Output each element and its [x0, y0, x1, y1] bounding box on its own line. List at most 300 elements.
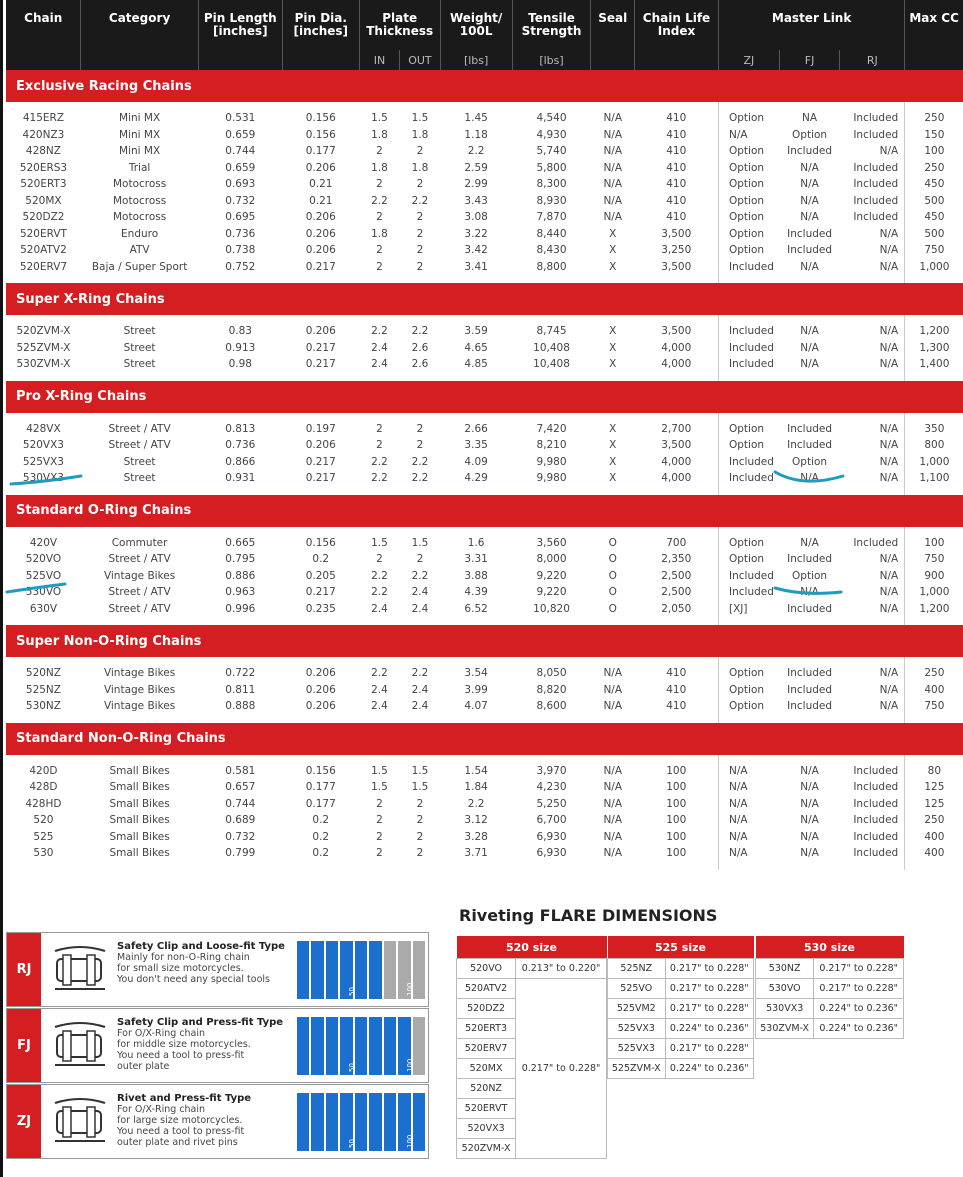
cell: 1.8 — [411, 128, 429, 141]
cell: Included — [853, 178, 899, 190]
cell: Vintage Bikes — [103, 569, 176, 582]
cell: 3,500 — [661, 325, 692, 337]
cell: O — [608, 569, 617, 582]
scale-label: 50 — [347, 1139, 356, 1148]
cell: 410 — [666, 667, 687, 679]
cell: 0.736 — [225, 227, 256, 240]
cell: N/A — [879, 145, 899, 157]
cell: Included — [853, 830, 899, 843]
cell: 525VO — [25, 569, 62, 582]
cell: Included — [719, 470, 780, 487]
col-rj: RJ — [840, 50, 905, 70]
cell: 1.8 — [371, 227, 388, 240]
cell: N/A — [800, 764, 819, 777]
cell: 3.43 — [464, 194, 488, 207]
cell: N/A — [879, 602, 899, 615]
flare-chain: 520NZ — [457, 1079, 516, 1099]
cell: 125 — [905, 796, 963, 813]
cell: 3.31 — [464, 553, 488, 565]
table-row — [6, 127, 963, 144]
table-row — [6, 176, 963, 193]
cell: N/A — [879, 439, 899, 451]
cell: N/A — [800, 781, 819, 793]
cell: 2 — [416, 227, 424, 240]
flare-value: 0.217" to 0.228" — [665, 999, 753, 1019]
table-row — [6, 209, 963, 226]
cell: Option — [719, 551, 780, 568]
cell: NA — [802, 112, 818, 124]
cell: 520 — [33, 814, 54, 826]
col-category: Category — [81, 0, 198, 70]
cell: 2 — [416, 553, 424, 565]
master-link-icon — [51, 1097, 109, 1147]
cell: 2.2 — [411, 455, 429, 468]
cell: 0.581 — [225, 764, 256, 777]
cell: 0.205 — [305, 569, 336, 582]
cell: 750 — [905, 698, 963, 715]
table-row — [6, 259, 963, 276]
cell: N/A — [603, 194, 623, 207]
cell: Option — [792, 128, 828, 141]
legend-title: Safety Clip and Loose-fit Type — [117, 941, 285, 952]
cell: 410 — [666, 145, 687, 157]
cell: 100 — [666, 797, 687, 810]
cell: 100 — [666, 781, 687, 793]
scale-bars — [290, 1017, 425, 1075]
cell: 8,430 — [536, 244, 567, 256]
cell: Option — [719, 242, 780, 259]
cell: 0.217 — [305, 358, 336, 370]
cell: 1.5 — [411, 112, 429, 124]
flare-520-table — [456, 936, 607, 1159]
cell: 100 — [905, 143, 963, 160]
cell: N/A — [603, 847, 623, 859]
cell: 7,420 — [536, 422, 567, 435]
cell: Included — [787, 553, 833, 565]
cell: 8,440 — [536, 227, 567, 240]
cell: N/A — [800, 341, 819, 354]
cell: Street — [123, 472, 156, 484]
cell: 520ERS3 — [19, 161, 68, 174]
cell: 1.8 — [371, 128, 388, 141]
cell: 3.71 — [464, 847, 488, 859]
cell: X — [609, 325, 617, 337]
flare-chain: 520ERVT — [457, 1099, 516, 1119]
cell: 2 — [376, 439, 383, 451]
cell: 8,600 — [536, 700, 567, 712]
cell: 530VX3 — [22, 472, 64, 484]
cell: 10,408 — [533, 358, 570, 370]
cell: Included — [853, 161, 899, 174]
cell: Included — [853, 536, 899, 549]
cell: N/A — [603, 667, 623, 679]
section-title: Super X-Ring Chains — [6, 283, 963, 315]
flare-value: 0.224" to 0.236" — [814, 1019, 904, 1039]
cell: N/A — [603, 764, 623, 777]
cell: Mini MX — [119, 112, 161, 124]
cell: 750 — [905, 242, 963, 259]
cell: N/A — [719, 829, 780, 846]
scale-bar — [290, 941, 309, 999]
cell: X — [609, 472, 617, 484]
legend-tag: RJ — [7, 933, 41, 1006]
cell: 3.28 — [464, 830, 488, 843]
cell: N/A — [719, 127, 780, 144]
cell: 2 — [416, 260, 424, 273]
cell: 450 — [905, 176, 963, 193]
cell: N/A — [800, 536, 819, 549]
cell: 3.88 — [464, 569, 488, 582]
cell: Included — [853, 211, 899, 223]
cell: 3.12 — [464, 814, 488, 826]
table-row — [6, 323, 963, 340]
cell: Included — [853, 814, 899, 826]
cell: 700 — [666, 536, 687, 549]
cell: 7,870 — [536, 211, 567, 223]
cell: N/A — [879, 341, 899, 354]
cell: 0.2 — [312, 553, 330, 565]
scale-bar — [369, 1093, 381, 1151]
cell: 2.4 — [411, 683, 429, 696]
section-title: Pro X-Ring Chains — [6, 381, 963, 413]
scale-label: 100 — [405, 1134, 414, 1148]
cell: 2.2 — [371, 325, 388, 337]
cell: 0.217 — [305, 586, 336, 598]
cell: 0.206 — [305, 244, 336, 256]
cell: 1.5 — [411, 764, 429, 777]
cell: 2 — [416, 814, 424, 826]
cell: Street / ATV — [108, 553, 171, 565]
flare-chain: 520MX — [457, 1059, 516, 1079]
cell: 1.5 — [371, 112, 388, 124]
cell: 410 — [666, 128, 687, 141]
table-row — [6, 160, 963, 177]
cell: 2.2 — [411, 667, 429, 679]
cell: Baja / Super Sport — [91, 260, 188, 273]
cell: 250 — [905, 665, 963, 682]
col-weight-unit: [lbs] — [440, 50, 512, 70]
cell: Street — [123, 341, 156, 354]
cell: N/A — [800, 260, 819, 273]
highlight-marks — [3, 470, 963, 610]
cell: 0.888 — [225, 700, 256, 712]
cell: 428NZ — [25, 145, 61, 157]
flare-value: 0.217" to 0.228" — [665, 1039, 753, 1059]
cell: [XJ] — [719, 601, 780, 618]
cell: 0.206 — [305, 325, 336, 337]
flare-chain: 530NZ — [756, 959, 814, 979]
legend-fj — [6, 1008, 429, 1083]
table-row — [6, 193, 963, 210]
cell: 0.689 — [225, 814, 256, 826]
cell: N/A — [879, 455, 899, 468]
cell: Trial — [128, 161, 151, 174]
cell: Motocross — [112, 194, 167, 207]
cell: Street — [123, 358, 156, 370]
cell: O — [608, 553, 617, 565]
cell: Vintage Bikes — [103, 667, 176, 679]
cell: N/A — [603, 112, 623, 124]
cell: N/A — [879, 422, 899, 435]
cell: 350 — [905, 421, 963, 438]
cell: 2.4 — [371, 700, 388, 712]
cell: 8,930 — [536, 194, 567, 207]
cell: 2 — [376, 797, 383, 810]
cell: 0.206 — [305, 700, 336, 712]
table-row — [6, 340, 963, 357]
cell: N/A — [800, 194, 819, 207]
cell: 400 — [905, 845, 963, 862]
highlight-mark-525vo — [7, 584, 65, 592]
cell: 100 — [905, 535, 963, 552]
scale-bar — [405, 1017, 425, 1075]
cell: Included — [853, 847, 899, 859]
cell: 2.6 — [411, 358, 429, 370]
cell: 2 — [376, 830, 383, 843]
cell: 1,300 — [905, 340, 963, 357]
cell: 2 — [376, 847, 383, 859]
cell: 1.5 — [371, 764, 388, 777]
cell: 525 — [33, 830, 54, 843]
cell: 525NZ — [25, 683, 61, 696]
col-out: OUT — [400, 50, 440, 70]
cell: N/A — [800, 325, 819, 337]
cell: 410 — [666, 683, 687, 696]
cell: N/A — [603, 814, 623, 826]
cell: 2.2 — [467, 797, 485, 810]
table-row — [6, 437, 963, 454]
cell: 0.738 — [225, 244, 256, 256]
cell: 1,000 — [905, 259, 963, 276]
cell: 2.2 — [411, 325, 429, 337]
cell: 520ERT3 — [20, 178, 67, 190]
cell: Small Bikes — [109, 814, 170, 826]
cell: 0.177 — [305, 781, 336, 793]
flare-chain: 520ERV7 — [457, 1039, 516, 1059]
cell: Included — [787, 422, 833, 435]
cell: 2 — [416, 211, 424, 223]
cell: 410 — [666, 178, 687, 190]
cell: 420NZ3 — [22, 128, 65, 141]
cell: 2 — [416, 178, 424, 190]
cell: 520VO — [25, 553, 62, 565]
cell: 100 — [666, 764, 687, 777]
cell: Included — [719, 454, 780, 471]
cell: 4.09 — [464, 455, 488, 468]
cell: Street — [123, 455, 156, 468]
cell: 0.886 — [225, 569, 256, 582]
cell: N/A — [800, 472, 819, 484]
cell: X — [609, 244, 617, 256]
cell: 4,000 — [661, 472, 692, 484]
cell: 0.963 — [225, 586, 256, 598]
cell: N/A — [603, 178, 623, 190]
cell: N/A — [603, 781, 623, 793]
col-fj: FJ — [779, 50, 840, 70]
scale-bar — [311, 941, 323, 999]
cell: 1,200 — [905, 601, 963, 618]
cell: 0.931 — [225, 472, 256, 484]
cell: N/A — [879, 700, 899, 712]
cell: 2 — [416, 244, 424, 256]
cell: 3.59 — [464, 325, 488, 337]
table-row — [6, 226, 963, 243]
cell: 0.206 — [305, 683, 336, 696]
cell: 4,230 — [536, 781, 567, 793]
scale-bar — [290, 1093, 309, 1151]
cell: 0.156 — [305, 764, 336, 777]
cell: 1.5 — [371, 536, 388, 549]
table-row — [6, 454, 963, 471]
section-header — [6, 625, 963, 657]
cell: 3.22 — [464, 227, 488, 240]
cell: 420D — [29, 764, 58, 777]
cell: Option — [719, 176, 780, 193]
cell: 9,220 — [536, 569, 567, 582]
cell: 410 — [666, 112, 687, 124]
legend-title: Safety Clip and Press-fit Type — [117, 1017, 284, 1028]
cell: 2.2 — [371, 586, 388, 598]
flare-530-table — [755, 936, 904, 1039]
cell: 520ZVM-X — [16, 325, 71, 337]
cell: 0.732 — [225, 194, 256, 207]
cell: 530ZVM-X — [16, 358, 71, 370]
cell: 2 — [376, 211, 383, 223]
cell: 3.08 — [464, 211, 488, 223]
cell: 2.2 — [371, 667, 388, 679]
legend-line: You don't need any special tools — [117, 974, 270, 985]
cell: 3.42 — [464, 244, 488, 256]
cell: 2.4 — [371, 602, 388, 615]
cell: 4,000 — [661, 341, 692, 354]
flare-chain: 520ZVM-X — [457, 1139, 516, 1159]
cell: N/A — [879, 569, 899, 582]
cell: N/A — [800, 161, 819, 174]
col-life: Chain Life Index — [635, 0, 719, 70]
cell: 530 — [33, 847, 54, 859]
cell: 6,700 — [536, 814, 567, 826]
scale-bar — [326, 1017, 338, 1075]
cell: 2 — [376, 145, 383, 157]
cell: Option — [719, 193, 780, 210]
cell: 1.6 — [467, 536, 485, 549]
cell: 2.4 — [411, 700, 429, 712]
cell: 2 — [376, 553, 383, 565]
cell: 2.2 — [411, 472, 429, 484]
cell: Small Bikes — [109, 847, 170, 859]
cell: Vintage Bikes — [103, 683, 176, 696]
cell: 6,930 — [536, 847, 567, 859]
cell: 800 — [905, 437, 963, 454]
cell: 400 — [905, 682, 963, 699]
section-header — [6, 381, 963, 413]
cell: N/A — [879, 244, 899, 256]
legend-line: for large size motorcycles. — [117, 1115, 243, 1126]
col-pin-dia: Pin Dia. [inches] — [282, 0, 359, 70]
table-row — [6, 110, 963, 127]
legend-rj — [6, 932, 429, 1007]
flare-value: 0.217" to 0.228" — [665, 959, 753, 979]
flare-525-table — [607, 936, 754, 1079]
cell: 0.795 — [225, 553, 256, 565]
cell: 0.695 — [225, 211, 256, 223]
table-row — [6, 242, 963, 259]
cell: 250 — [905, 160, 963, 177]
cell: 80 — [905, 763, 963, 780]
legend-zj — [6, 1084, 429, 1159]
cell: 2,500 — [661, 586, 692, 598]
scale-bar — [311, 1017, 323, 1075]
col-weight: Weight/ 100L — [440, 0, 512, 50]
cell: Mini MX — [119, 145, 161, 157]
cell: 1.8 — [411, 161, 429, 174]
cell: 100 — [666, 830, 687, 843]
section-header — [6, 70, 963, 102]
flare-520-head: 520 size — [457, 936, 607, 959]
cell: N/A — [719, 763, 780, 780]
table-row — [6, 812, 963, 829]
cell: 1.45 — [464, 112, 488, 124]
cell: Option — [719, 437, 780, 454]
cell: 2.99 — [464, 178, 488, 190]
flare-chain: 525ZVM-X — [608, 1059, 666, 1079]
cell: N/A — [879, 586, 899, 598]
cell: Option — [792, 569, 828, 582]
cell: N/A — [719, 812, 780, 829]
cell: N/A — [800, 847, 819, 859]
scale-label: 50 — [347, 1063, 356, 1072]
cell: Street / ATV — [108, 602, 171, 615]
cell: Option — [719, 160, 780, 177]
cell: 2.2 — [467, 145, 485, 157]
cell: Option — [719, 226, 780, 243]
flare-value: 0.224" to 0.236" — [814, 999, 904, 1019]
scale-label: 10 — [290, 987, 298, 996]
cell: 3,560 — [536, 536, 567, 549]
cell: 3.54 — [464, 667, 488, 679]
highlight-mark-525vo-fj — [775, 588, 841, 593]
cell: 0.531 — [225, 112, 256, 124]
cell: N/A — [879, 325, 899, 337]
cell: Included — [853, 194, 899, 207]
cell: 900 — [905, 568, 963, 585]
cell: N/A — [603, 830, 623, 843]
cell: 6,930 — [536, 830, 567, 843]
cell: 4,540 — [536, 112, 567, 124]
cell: Small Bikes — [109, 797, 170, 810]
cell: 0.2 — [312, 814, 330, 826]
master-link-icon — [51, 1021, 109, 1071]
cell: 5,250 — [536, 797, 567, 810]
cell: X — [609, 455, 617, 468]
cell: 2 — [416, 422, 424, 435]
cell: 2 — [376, 244, 383, 256]
cell: 750 — [905, 551, 963, 568]
cell: 5,740 — [536, 145, 567, 157]
cell: 0.813 — [225, 422, 256, 435]
scale-bar — [369, 941, 381, 999]
section-title: Standard Non-O-Ring Chains — [6, 723, 963, 755]
cell: 0.156 — [305, 128, 336, 141]
cell: N/A — [800, 586, 819, 598]
cell: 500 — [905, 193, 963, 210]
cell: N/A — [603, 700, 623, 712]
cell: 0.722 — [225, 667, 256, 679]
cell: Street — [123, 325, 156, 337]
flare-chain: 525VX3 — [608, 1019, 666, 1039]
cell: 0.217 — [305, 260, 336, 273]
cell: ATV — [129, 244, 150, 256]
